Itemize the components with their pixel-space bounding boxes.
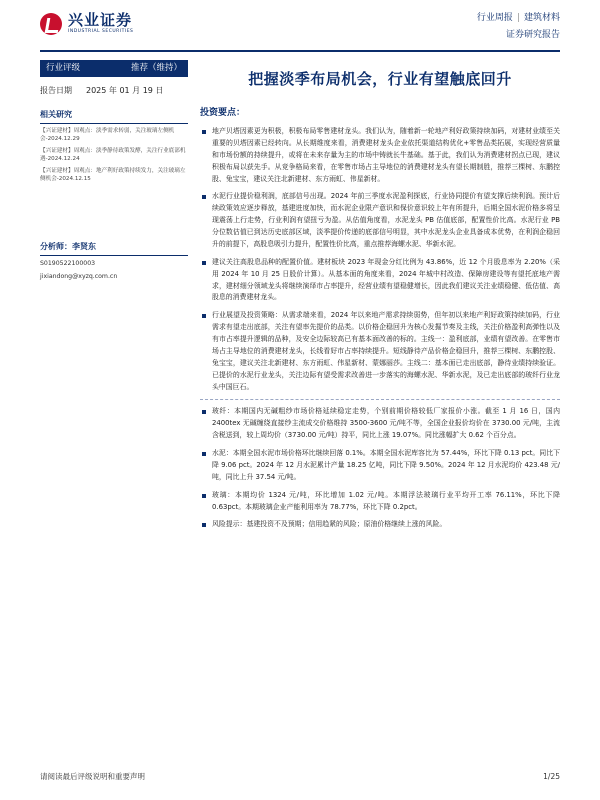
related-research-list xyxy=(40,127,188,183)
point-glass: 玻璃：本期均价 1324 元/吨，环比增加 1.02 元/吨。本期浮法玻璃行业平均开工率 76.11%，环比下降 0.63pct。本期玻璃企业产能利用率为 78.77%，环比下降 0.2pct。 xyxy=(200,490,560,514)
point-cement-price: 水泥行业提价稳利润，底部信号出现。2024 年前三季度水泥盈利探底，行业协同提价有望支撑后续利润。预计后续政策效应逐步释放，基建进度加快，而水泥企业限产意识和保价意识较上年有所提升，后期全国水泥价格多将呈现震荡上行走势，行业利润有望扭亏为盈。从估值角度看，水泥龙头 PB 估值底部，配置性价比高。水泥行业 PB 分位数估值已到达历史底部区域，淡季提价传递的底部信号明显，其中水泥龙头企业具备成本优势，在利润企稳回升的前提下，高股息吸引力提升，配置性价比高，重点推荐海螺水泥、华新水泥。 xyxy=(200,191,560,250)
analyst-info xyxy=(40,241,188,281)
company-name-cn: 兴业证券 xyxy=(68,11,133,29)
company-name-en: INDUSTRIAL SECURITIES xyxy=(68,28,134,34)
related-research-title: 相关研究 xyxy=(40,109,188,124)
report-type: 证券研究报告 xyxy=(505,29,560,40)
analyst-email[interactable]: jixiandong@xyzq.com.cn xyxy=(40,272,118,280)
related-item[interactable]: 【兴证建材】周观点：淡季静待政策发酵，关注行业底部机遇-2024.12.24 xyxy=(40,147,186,163)
section-divider xyxy=(200,399,560,400)
rating-label: 行业评级 xyxy=(46,63,81,74)
section-heading: 投资要点： xyxy=(200,107,246,118)
point-property: 地产贝塔因素更为积极，积极布局零售建材龙头。我们认为，随着新一轮地产利好政策持续加码，对建材业绩至关重要的贝塔因素已经转向。从长期维度来看，消费建材龙头企业依托渠道结构优化+零售品类拓展，实现经营质量和市场份额的持续提升，或将在未来存量为主的市场中铸就长牛基础。基于此，我们认为消费建材拐点已现，建议积极布局以获先手。从竞争格局来看，在零售市场占主导地位的消费建材龙头有望长期制胜，推荐三棵树、东鹏控股、兔宝宝，建议关注北新建材、东方雨虹、伟星新材。 xyxy=(200,126,560,185)
point-fiberglass: 玻纤：本期国内无碱粗纱市场价格延续稳定走势，个别前期价格较低厂家报价小涨。截至 1 月 16 日，国内 2400tex 无碱缠绕直接纱主流成交价格维持 3500-3600 元/吨不等，全国企业报价均价在 3730.00 元/吨，主流含税送到，较上周均价（3730.00 元/吨）持平，同比上涨 19.07%。同比涨幅扩大 0.62 个百分点。 xyxy=(200,406,560,442)
related-item[interactable]: 【兴证建材】周观点：地产利好政策持续发力，关注玻璃左侧机会-2024.12.15 xyxy=(40,167,186,182)
point-strategy: 行业展望及投资策略：从需求端来看，2024 年以来地产需求持续弱势，但年初以来地产利好政策持续加码，行业需求有望走出底部，关注有望率先提价的品类。以价格企稳回升为核心发掘节奏及主线，关注价格盈利高弹性以及有市占率提升逻辑的品种，及安全边际较高已有基本面改善的标的。主线一：盈利底部，业绩有望改善。在零售市场占主导地位的消费建材龙头，长线看好市占率持续提升。短线静待产品价格企稳回升，推荐三棵树、东鹏控股、兔宝宝，建议关注北新建材、东方雨虹、伟星新材、蒙娜丽莎。主线二：基本面已走出底部，静待业绩持续验证。已提价的水泥行业龙头，关注边际有望受需求改善进一步落实的海螺水泥、华新水泥，及已走出底部的玻纤行业龙头中国巨石。 xyxy=(200,310,560,393)
analyst-id: S0190522100003 xyxy=(40,260,96,268)
analyst-name: 分析师：李贤东 xyxy=(40,241,188,256)
sidebar xyxy=(40,60,188,281)
main-content xyxy=(200,60,560,537)
report-header-tags: 行业周报 | 建筑材料 证券研究报告 xyxy=(477,12,560,42)
page-number: 1/25 xyxy=(543,771,560,781)
logo-icon xyxy=(40,13,62,35)
page-footer xyxy=(40,771,560,782)
rating-bar xyxy=(40,60,188,77)
tag-weekly: 行业周报 xyxy=(476,13,513,23)
header-divider xyxy=(40,50,560,52)
key-points xyxy=(200,126,560,531)
date-value: 2025 年 01 月 19 日 xyxy=(86,86,164,95)
point-risk: 风险提示：基建投资不及预期；信用趋紧的风险；原油价格继续上涨的风险。 xyxy=(200,519,560,531)
tag-industry: 建筑材料 xyxy=(523,13,560,23)
disclaimer-link[interactable]: 请阅读最后评级说明和重要声明 xyxy=(40,771,145,781)
point-cement: 水泥：本期全国水泥市场价格环比继续回落 0.1%。本期全国水泥库容比为 57.44%，环比下降 0.13 pct。同比下降 9.06 pct。2024 年 12 月水泥累计产量 18.25 亿吨，同比下降 9.50%。2024 年 12 月水泥均价 423.48 元/吨，同比上升 37.54 元/吨。 xyxy=(200,448,560,484)
rating-value: 推荐（维持） xyxy=(130,63,182,74)
report-date xyxy=(40,85,188,97)
company-logo xyxy=(40,12,133,35)
point-dividend: 建议关注高股息品种的配置价值。建材板块 2023 年现金分红比例为 43.86%，近 12 个月股息率为 2.20%（采用 2024 年 10 月 25 日股价计算）。从基本面的角度来看，2024 年城中村改造、保障房建设等有望托底地产需求，建材细分领域龙头将继续演绎市占率提升，经营业绩有望稳健增长，因此我们建议关注业绩稳健、低估值、高股息的消费建材龙头。 xyxy=(200,257,560,305)
related-item[interactable]: 【兴证建材】周观点：淡季需求转弱，关注玻璃左侧机会-2024.12.29 xyxy=(40,128,175,143)
page-title: 把握淡季布局机会，行业有望触底回升 xyxy=(248,70,512,88)
date-label: 报告日期 xyxy=(40,86,72,95)
